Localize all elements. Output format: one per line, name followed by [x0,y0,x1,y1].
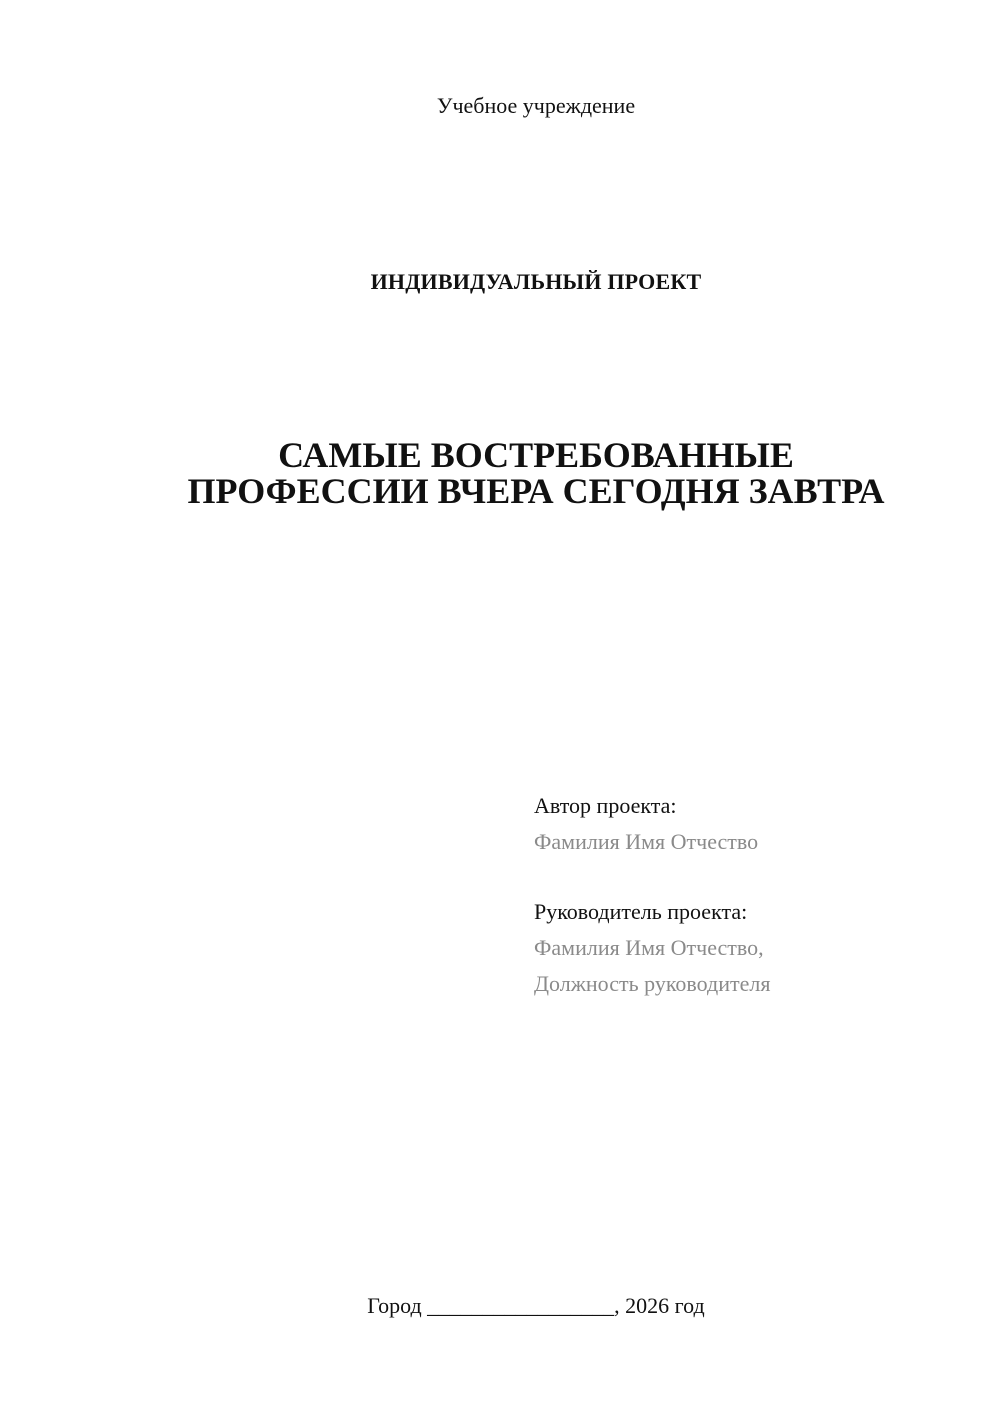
supervisor-position: Должность руководителя [534,971,771,996]
supervisor-label: Руководитель проекта: [534,899,748,924]
credits-block [534,788,974,1002]
author-name: Фамилия Имя Отчество [534,829,759,854]
author-label: Автор проекта: [534,793,677,818]
project-title [100,437,972,509]
project-type-heading: ИНДИВИДУАЛЬНЫЙ ПРОЕКТ [370,269,702,294]
city-year-line: Город _________________, 2026 год [367,1293,705,1318]
institution-name: Учебное учреждение [436,93,636,118]
supervisor-name: Фамилия Имя Отчество, [534,935,764,960]
project-title-line-1: САМЫЕ ВОСТРЕБОВАННЫЕ [278,435,794,475]
credits-spacer [534,860,974,894]
project-title-line-2: ПРОФЕССИИ ВЧЕРА СЕГОДНЯ ЗАВТРА [187,471,885,511]
